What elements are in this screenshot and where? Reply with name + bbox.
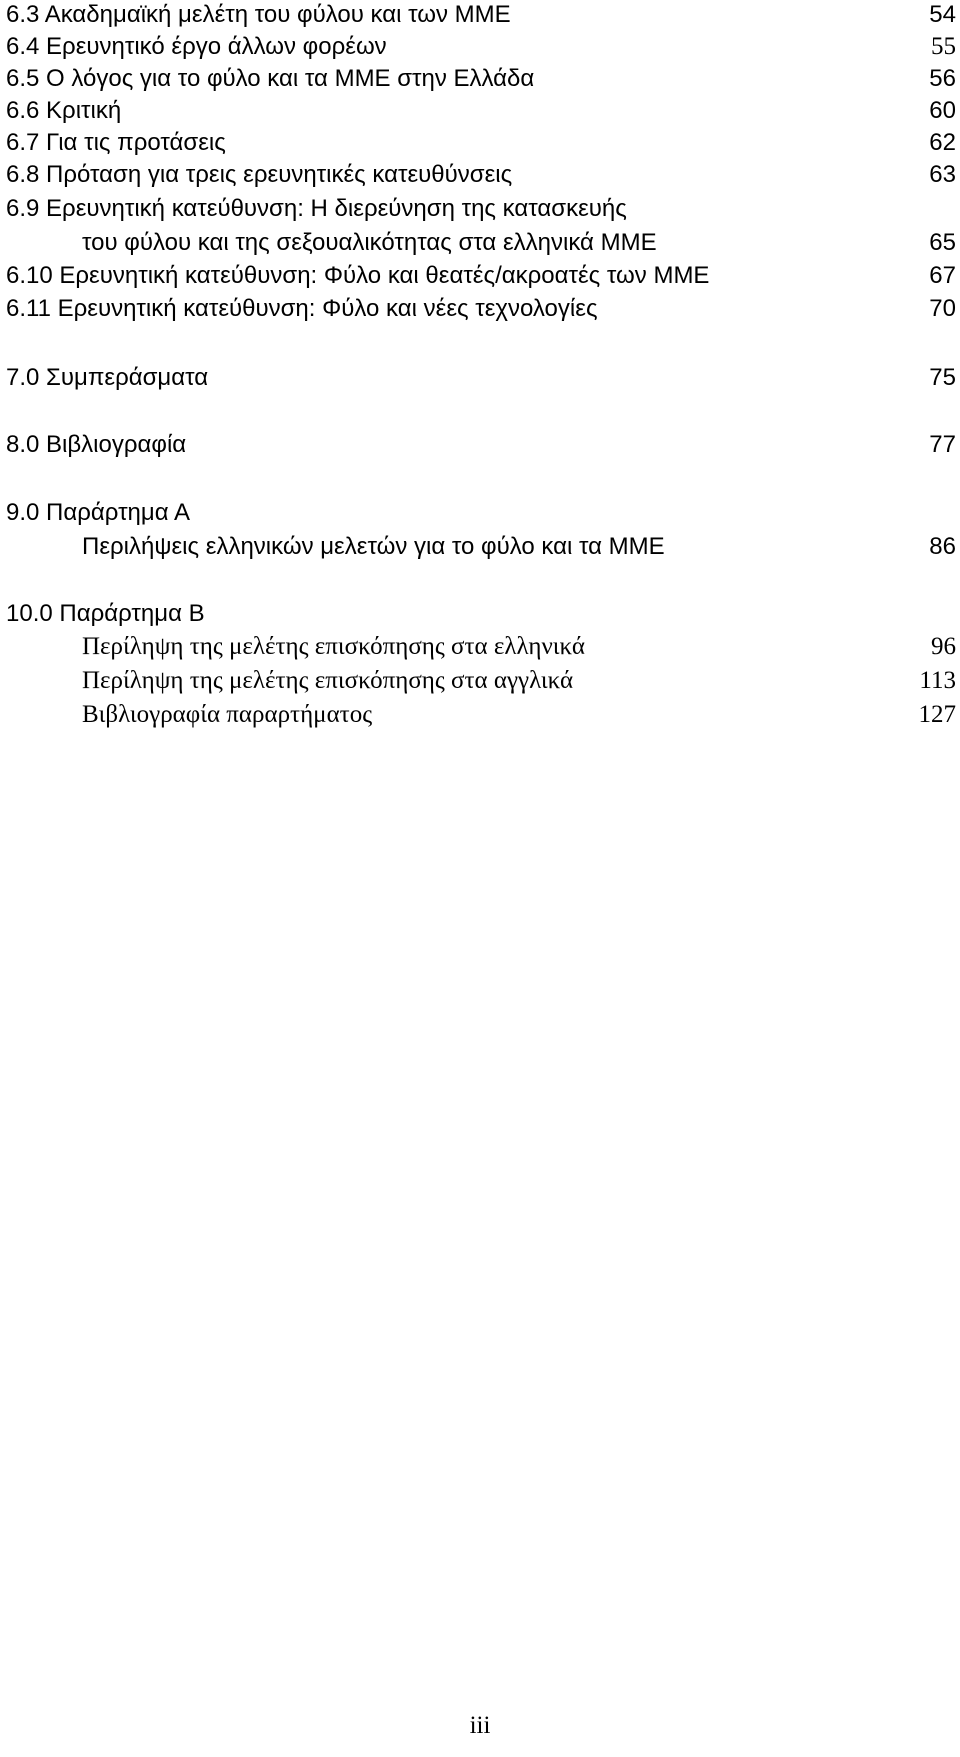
page-number: iii <box>469 1712 491 1739</box>
toc-page-6-8: 63 <box>929 161 956 188</box>
toc-entry-6-10: 6.10 Ερευνητική κατεύθυνση: Φύλο και θεατές/ακροατές των ΜΜΕ <box>6 262 710 289</box>
toc-page-appendix-bibliography: 127 <box>918 701 956 728</box>
toc-entry-8-0: 8.0 Βιβλιογραφία <box>6 431 187 458</box>
toc-entry-6-5: 6.5 Ο λόγος για το φύλο και τα ΜΜΕ στην Ελλάδα <box>6 65 535 92</box>
toc-entry-9-0: 9.0 Παράρτημα Α <box>6 499 190 526</box>
toc-page-6-9: 65 <box>929 229 956 256</box>
toc-page-6-6: 60 <box>929 97 956 124</box>
toc-page-6-11: 70 <box>929 295 956 322</box>
toc-page-appendix-b-english: 113 <box>919 667 956 694</box>
toc-page-appendix-a-summaries: 86 <box>929 533 956 560</box>
toc-entry-6-8: 6.8 Πρόταση για τρεις ερευνητικές κατευθύνσεις <box>6 161 513 188</box>
toc-entry-6-9-continuation: του φύλου και της σεξουαλικότητας στα ελληνικά ΜΜΕ <box>82 229 657 256</box>
toc-page-6-3: 54 <box>929 1 956 28</box>
toc-entry-6-6: 6.6 Κριτική <box>6 97 122 124</box>
toc-page-6-4: 55 <box>931 33 956 60</box>
toc-entry-10-0: 10.0 Παράρτημα Β <box>6 600 205 627</box>
toc-entry-6-11: 6.11 Ερευνητική κατεύθυνση: Φύλο και νέες τεχνολογίες <box>6 295 598 322</box>
toc-page-6-5: 56 <box>929 65 956 92</box>
toc-page-6-7: 62 <box>929 129 956 156</box>
toc-entry-6-9: 6.9 Ερευνητική κατεύθυνση: Η διερεύνηση της κατασκευής <box>6 195 627 222</box>
toc-entry-appendix-b-greek: Περίληψη της μελέτης επισκόπησης στα ελληνικά <box>82 633 586 660</box>
toc-entry-6-4: 6.4 Ερευνητικό έργο άλλων φορέων <box>6 33 387 60</box>
toc-entry-appendix-bibliography: Βιβλιογραφία παραρτήματος <box>82 701 373 728</box>
toc-entry-appendix-a-summaries: Περιλήψεις ελληνικών μελετών για το φύλο και τα ΜΜΕ <box>82 533 665 560</box>
toc-entry-6-3: 6.3 Ακαδημαϊκή μελέτη του φύλου και των ΜΜΕ <box>6 1 511 28</box>
toc-entry-7-0: 7.0 Συμπεράσματα <box>6 364 209 391</box>
toc-entry-appendix-b-english: Περίληψη της μελέτης επισκόπησης στα αγγλικά <box>82 667 574 694</box>
toc-entry-6-7: 6.7 Για τις προτάσεις <box>6 129 226 156</box>
toc-page-8-0: 77 <box>929 431 956 458</box>
toc-page-6-10: 67 <box>929 262 956 289</box>
toc-page-appendix-b-greek: 96 <box>931 633 956 660</box>
toc-page-7-0: 75 <box>929 364 956 391</box>
